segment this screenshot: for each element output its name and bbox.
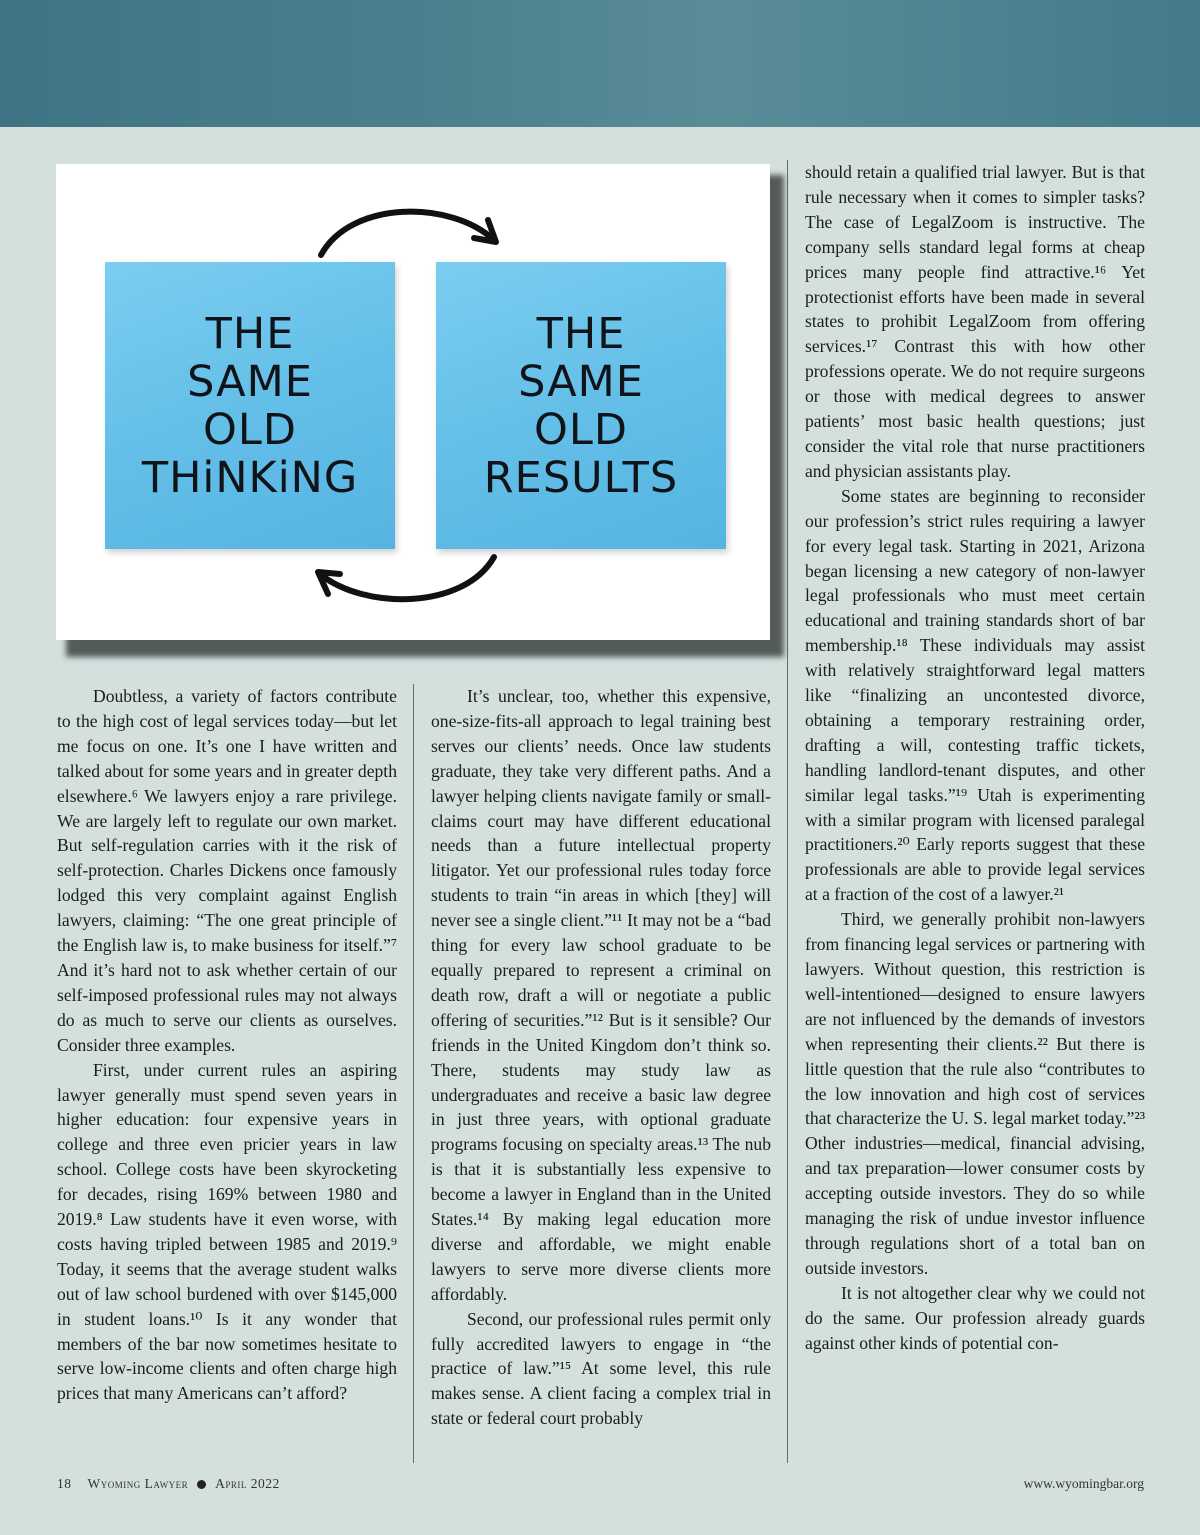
column-3: [805, 160, 1145, 1356]
page-number: 18: [57, 1476, 72, 1491]
column-divider: [787, 160, 788, 1463]
sticky-note-results: [436, 262, 726, 549]
note-line: OLD: [203, 404, 297, 455]
footer-folio: [57, 1476, 280, 1492]
paragraph: It is not altogether clear why we could not do the same. Our profession already guards against other kinds of potential con-: [805, 1282, 1145, 1353]
column-divider: [413, 684, 414, 1463]
note-line: THE: [536, 308, 626, 359]
note-line: THE: [205, 308, 295, 359]
publication-name: Wyoming Lawyer: [87, 1476, 189, 1491]
paragraph: Second, our professional rules permit only fully accredited lawyers to engage in “the practice of law.”¹⁵ At some level, this rule makes sense. A client facing a complex trial in state or federal court probably: [431, 1308, 771, 1429]
paragraph: Some states are beginning to reconsider our profession’s strict rules requiring a lawyer for every legal task. Starting in 2021, Arizona began licensing a new category of non-lawyer legal professionals who must meet certain educational and training standards short of bar membership.¹⁸ These individuals may assist with relatively straightforward legal matters like “finalizing an uncontested divorce, obtaining a temporary restraining order, drafting a will, contesting traffic tickets, handling landlord-tenant disputes, and other similar legal tasks.”¹⁹ Utah is experimenting with a similar program with licensed paralegal practitioners.²⁰ Early reports suggest that these professionals are able to provide legal services at a fraction of the cost of a lawyer.²¹: [805, 485, 1145, 905]
note-line: THiNKiNG: [141, 452, 359, 503]
issue-date: April 2022: [215, 1476, 280, 1491]
header-band: [0, 0, 1200, 127]
column-1: [57, 684, 397, 1406]
paragraph: It’s unclear, too, whether this expensive, one-size-fits-all approach to legal training best serves our clients’ needs. Once law students graduate, they take very different paths. And a lawyer helping clients navigate family or small-claims court may have different educational needs than a future intellectual property litigator. Yet our professional rules today force students to train “in areas in which [they] will never see a single client.”¹¹ It may not be a “bad thing for every law school graduate to be equally prepared to represent a criminal on death row, draft a will or negotiate a public offering of securities.”¹² But is it sensible? Our friends in the United Kingdom don’t think so. There, students may study law as undergraduates and receive a basic law degree in just three years, with optional graduate programs focusing on specialty areas.¹³ The nub is that it is substantially less expensive to become a lawyer in England than in the United States.¹⁴ By making legal education more diverse and affordable, we might enable lawyers to serve more diverse clients more affordably.: [431, 686, 771, 1304]
note-line: RESULTS: [483, 452, 679, 503]
paragraph: Third, we generally prohibit non-lawyers from financing legal services or partnering with lawyers. Without question, this restriction is well-intentioned—designed to ensure lawyers are not influenced by the demands of investors when representing their clients.²² But there is little question that the rule also “contributes to the low innovation and high cost of services that characterize the U. S. legal market today.”²³ Other industries—medical, financial advising, and tax preparation—lower consumer costs by accepting outside investors. They do so while managing the risk of undue investor influence through regulations short of a total ban on outside investors.: [805, 909, 1145, 1278]
column-2: [431, 684, 771, 1431]
paragraph: Doubtless, a variety of factors contribute to the high cost of legal services today—but let me focus on one. It’s one I have written and talked about for some years and in greater depth elsewhere.⁶ We lawyers enjoy a rare privilege. We are largely left to regulate our own market. But self-regulation carries with it the risk of self-protection. Charles Dickens once famously lodged this very complaint against English lawyers, claiming: “The one great principle of the English law is, to make business for itself.”⁷ And it’s hard not to ask whether certain of our self-imposed professional rules may not always do as much to serve our clients as ourselves. Consider three examples.: [57, 686, 397, 1055]
curved-arrow-bottom-icon: [306, 552, 506, 612]
bullet-icon: [197, 1480, 206, 1489]
note-line: SAME: [518, 356, 644, 407]
paragraph: First, under current rules an aspiring lawyer generally must spend seven years in higher education: four expensive years in college and three even pricier years in law school. College costs have been skyrocketing for decades, rising 169% between 1980 and 2019.⁸ Law students have it even worse, with costs having tripled between 1985 and 2019.⁹ Today, it seems that the average student walks out of law school burdened with over $145,000 in student loans.¹⁰ Is it any wonder that members of the bar now sometimes hesitate to serve low-income clients and often charge high prices that many Americans can’t afford?: [57, 1059, 397, 1404]
note-line: SAME: [187, 356, 313, 407]
paragraph: should retain a qualified trial lawyer. But is that rule necessary when it comes to simpler tasks? The case of LegalZoom is instructive. The company sells standard legal forms at cheap prices many people find attractive.¹⁶ Yet protectionist efforts have been made in several states to prohibit LegalZoom from offering services.¹⁷ Contrast this with how other professions operate. We do not require surgeons or those with medical degrees to answer patients’ most basic health questions; just consider the vital role that nurse practitioners and physician assistants play.: [805, 162, 1145, 481]
curved-arrow-top-icon: [306, 200, 506, 260]
note-line: OLD: [534, 404, 628, 455]
sticky-notes-photo: [56, 164, 770, 640]
sticky-note-thinking: [105, 262, 395, 549]
footer-url[interactable]: www.wyomingbar.org: [1023, 1476, 1144, 1491]
